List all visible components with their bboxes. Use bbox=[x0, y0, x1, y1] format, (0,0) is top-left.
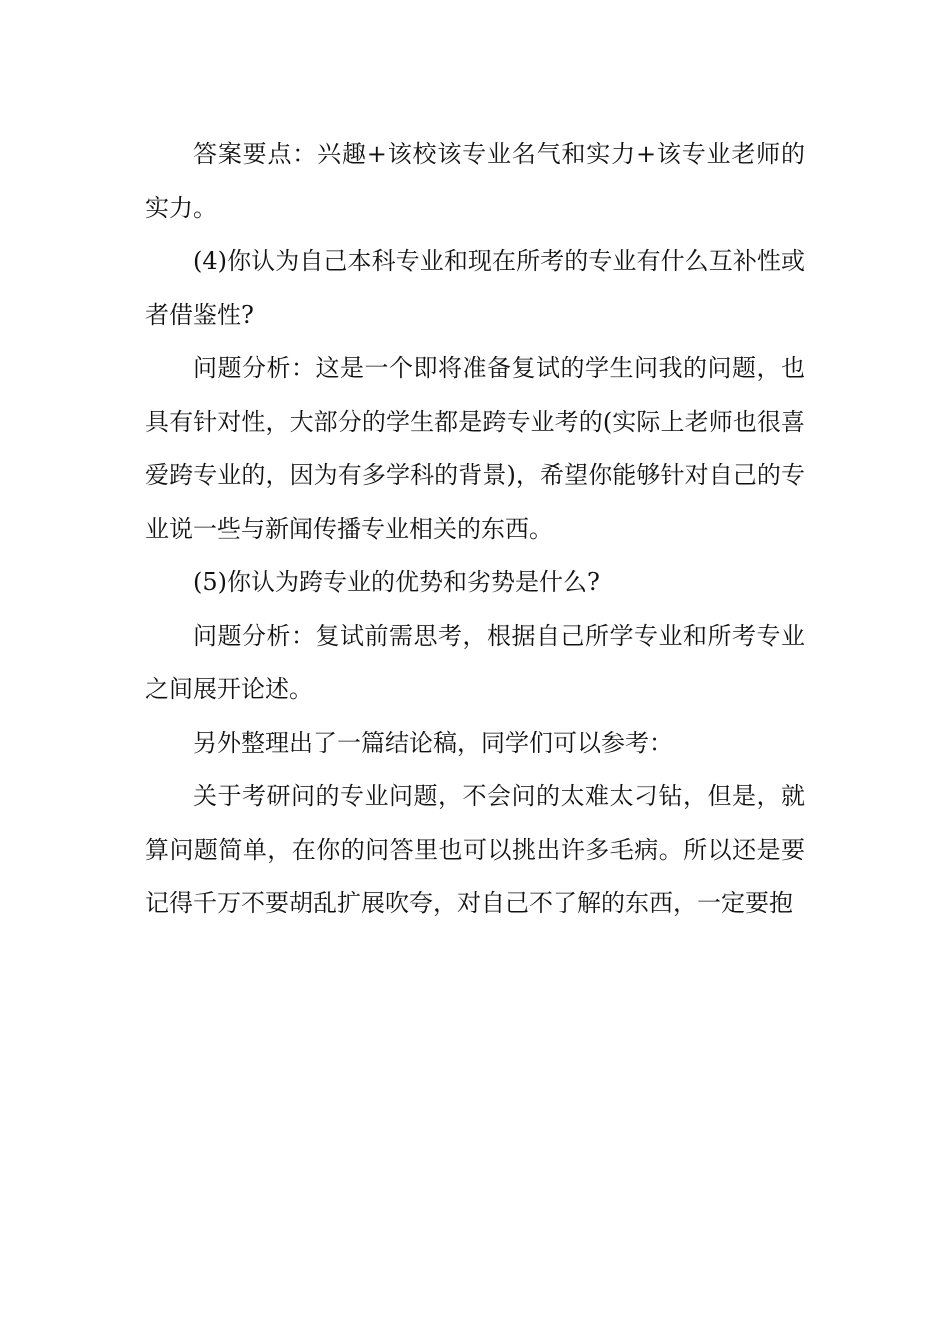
paragraph-conclusion-text: 关于考研问的专业问题，不会问的太难太刁钻，但是，就算问题简单，在你的问答里也可以挑出许多毛病。所以还是要记得千万不要胡乱扩展吹夸，对自己不了解的东西，一定要抱 bbox=[145, 782, 805, 917]
paragraph-question-5: (5)你认为跨专业的优势和劣势是什么? bbox=[193, 568, 600, 596]
paragraph-conclusion-intro: 另外整理出了一篇结论稿，同学们可以参考： bbox=[193, 728, 673, 757]
document-body bbox=[145, 128, 805, 931]
paragraph-answer-points: 答案要点：兴趣+该校该专业名气和实力+该专业老师的实力。 bbox=[145, 140, 805, 222]
paragraph-question-4: (4)你认为自己本科专业和现在所考的专业有什么互补性或者借鉴性? bbox=[145, 247, 805, 329]
paragraph-analysis-4: 问题分析：这是一个即将准备复试的学生问我的问题，也具有针对性，大部分的学生都是跨专业考的(实际上老师也很喜爱跨专业的，因为有多学科的背景)，希望你能够针对自己的专业说一些与新闻传播专业相关的东西。 bbox=[145, 354, 805, 543]
paragraph-analysis-5: 问题分析：复试前需思考，根据自己所学专业和所考专业之间展开论述。 bbox=[145, 621, 805, 703]
